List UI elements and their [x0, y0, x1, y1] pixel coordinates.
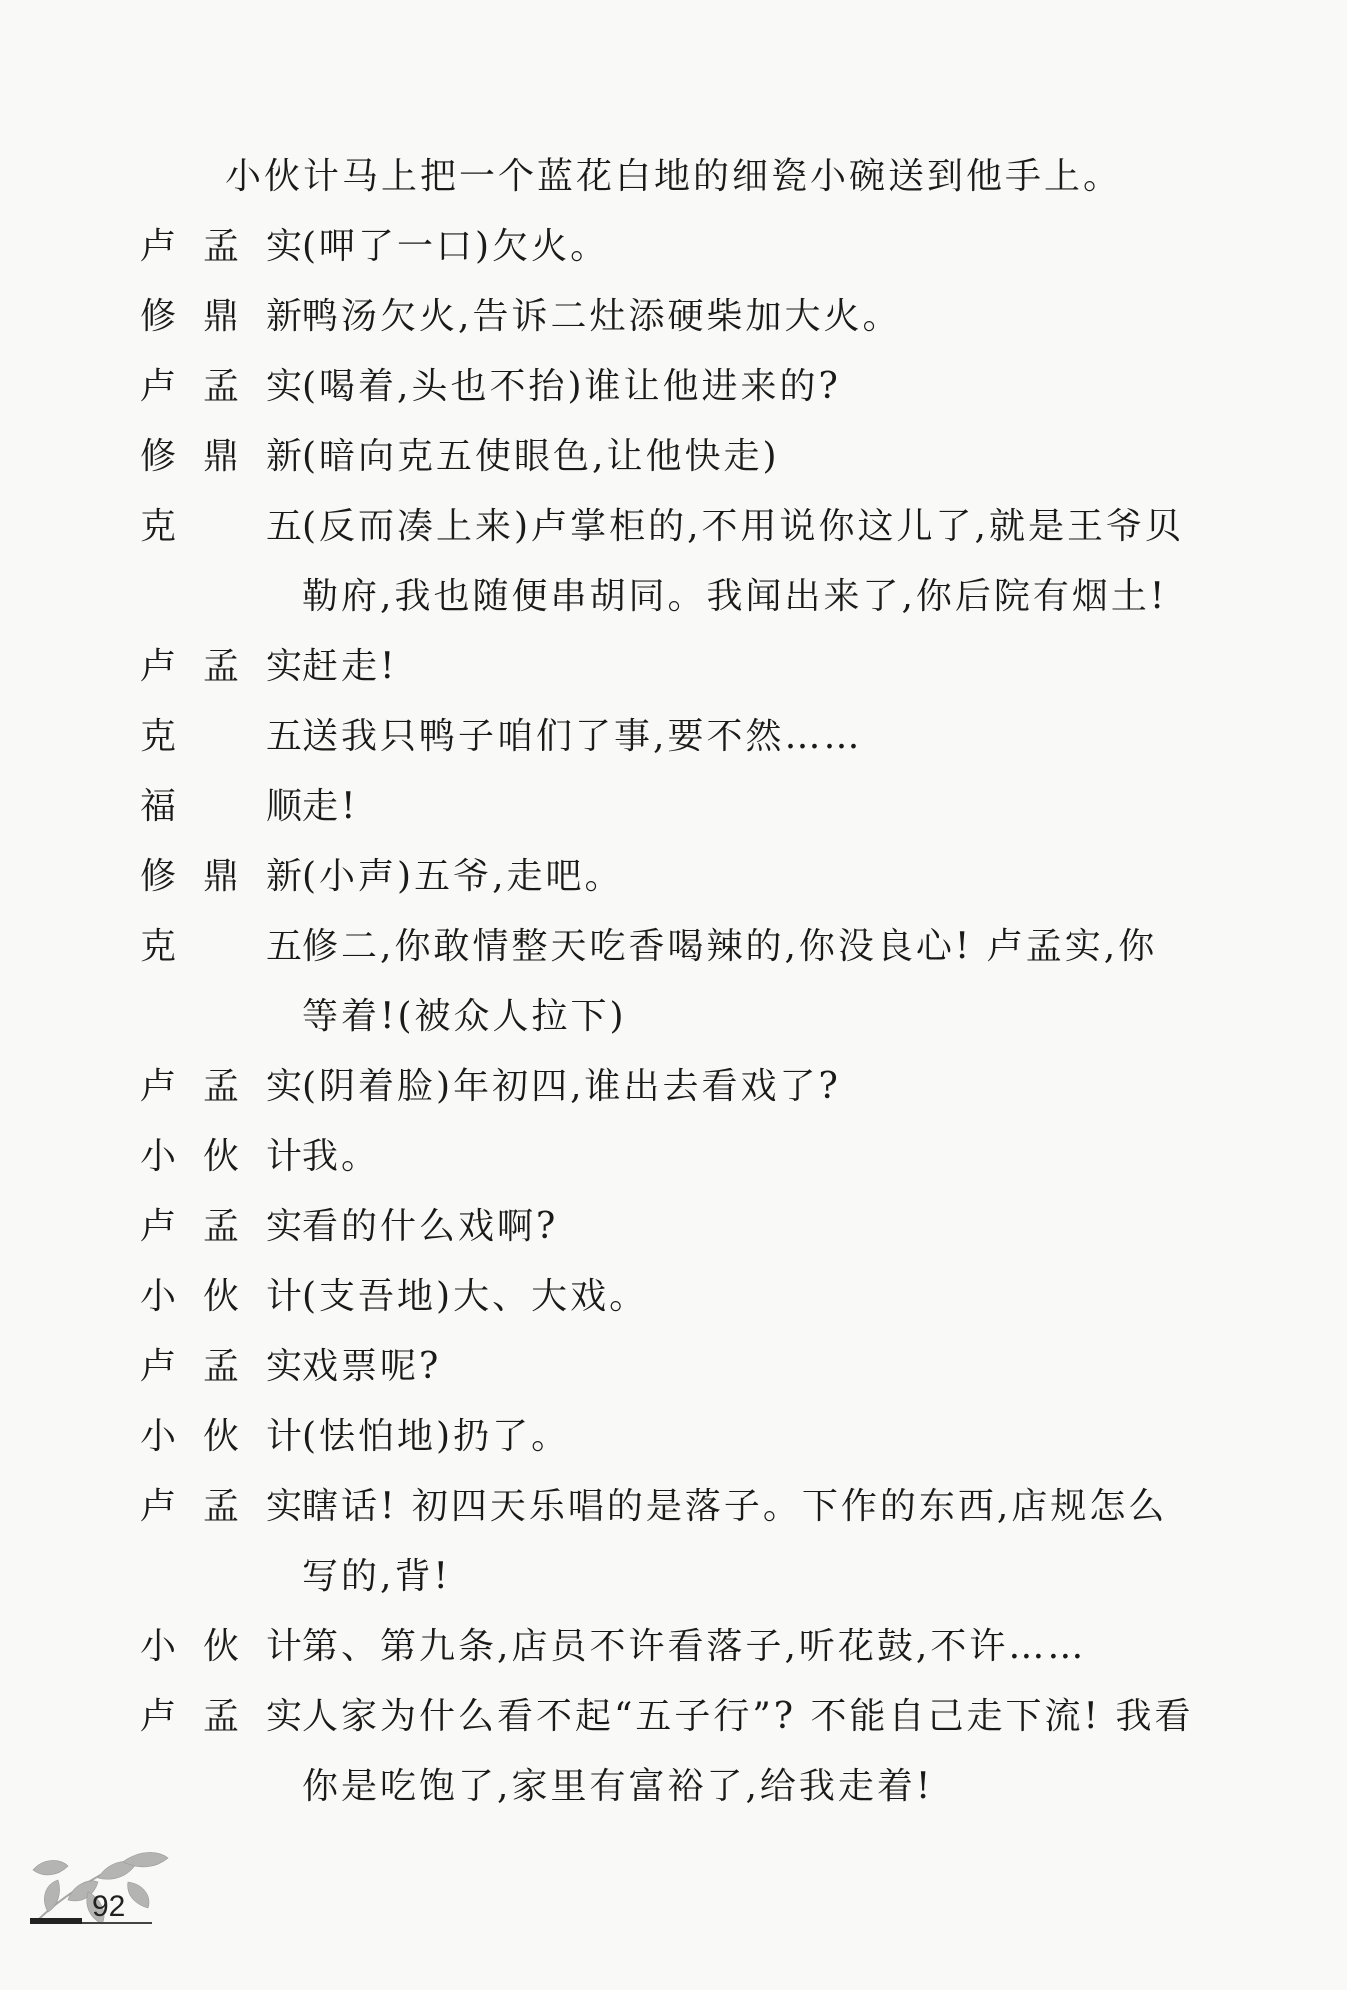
speech-line: 写的,背!	[302, 1556, 451, 1597]
speech-text	[302, 632, 1237, 702]
speaker-name: 小 伙 计	[140, 1136, 302, 1177]
speaker-name: 卢 孟 实	[140, 1696, 302, 1737]
speech-line: (支吾地)大、大戏。	[302, 1276, 649, 1317]
speech-text	[302, 1192, 1237, 1262]
speech-text	[302, 1122, 1237, 1192]
speech-line: 修二,你敢情整天吃香喝辣的,你没良心! 卢孟实,你	[302, 926, 1158, 967]
dialogue-line	[140, 702, 1270, 772]
speech-text	[302, 1052, 1237, 1122]
speaker-name: 克 五	[140, 506, 302, 547]
speaker-name: 修 鼎 新	[140, 436, 302, 477]
dialogue-line	[140, 1332, 1270, 1402]
speech-line: 等着!(被众人拉下)	[302, 996, 627, 1037]
dialogue-line	[140, 212, 1270, 282]
stage-direction: 小伙计马上把一个蓝花白地的细瓷小碗送到他手上。	[225, 156, 1123, 197]
speech-text	[302, 352, 1237, 422]
dialogue-line	[140, 1402, 1270, 1472]
dialogue-line	[140, 1612, 1270, 1682]
speech-line: 第、第九条,店员不许看落子,听花鼓,不许……	[302, 1626, 1087, 1667]
dialogue-line	[140, 1122, 1270, 1192]
speaker-name: 修 鼎 新	[140, 856, 302, 897]
dialogue-line	[140, 1052, 1270, 1122]
speech-text	[302, 1472, 1237, 1612]
dialogue-line	[140, 1472, 1270, 1612]
speaker-name: 卢 孟 实	[140, 1066, 302, 1107]
speaker-name: 小 伙 计	[140, 1416, 302, 1457]
speech-text	[302, 702, 1237, 772]
dialogue-line	[140, 282, 1270, 352]
speech-text	[302, 492, 1237, 632]
speech-line: 戏票呢?	[302, 1346, 442, 1387]
speech-line: 你是吃饱了,家里有富裕了,给我走着!	[302, 1766, 934, 1807]
speech-text	[302, 1332, 1237, 1402]
dialogue-line	[140, 492, 1270, 632]
speech-line: 看的什么戏啊?	[302, 1206, 559, 1247]
speech-line: 送我只鸭子咱们了事,要不然……	[302, 716, 863, 757]
speech-line: (暗向克五使眼色,让他快走)	[302, 436, 780, 477]
speech-line: 瞎话! 初四天乐唱的是落子。下作的东西,店规怎么	[302, 1486, 1168, 1527]
dialogue-line	[140, 1682, 1270, 1822]
speaker-name: 卢 孟 实	[140, 1346, 302, 1387]
speaker-name: 小 伙 计	[140, 1276, 302, 1317]
speech-line: 鸭汤欠火,告诉二灶添硬柴加大火。	[302, 296, 902, 337]
speech-text	[302, 422, 1237, 492]
speaker-name: 克 五	[140, 716, 302, 757]
speech-line: (阴着脸)年初四,谁出去看戏了?	[302, 1066, 841, 1107]
script-body	[140, 142, 1270, 1822]
dialogue-line	[140, 772, 1270, 842]
speech-text	[302, 1402, 1237, 1472]
speaker-name: 修 鼎 新	[140, 296, 302, 337]
speech-line: 赶走!	[302, 646, 398, 687]
speaker-name: 福 顺	[140, 786, 302, 827]
speech-line: 勒府,我也随便串胡同。我闻出来了,你后院有烟土!	[302, 576, 1168, 617]
dialogue-line	[140, 1262, 1270, 1332]
dialogue-lines	[140, 212, 1270, 1822]
speaker-name: 卢 孟 实	[140, 226, 302, 267]
speech-line: (呷了一口)欠火。	[302, 226, 610, 267]
speech-text	[302, 842, 1237, 912]
dialogue-line	[140, 422, 1270, 492]
speaker-name: 卢 孟 实	[140, 366, 302, 407]
page-number: 92	[92, 1890, 126, 1923]
speech-line: 走!	[302, 786, 359, 827]
speech-line: (怯怕地)扔了。	[302, 1416, 571, 1457]
dialogue-line	[140, 912, 1270, 1052]
speech-line: (小声)五爷,走吧。	[302, 856, 624, 897]
speaker-name: 卢 孟 实	[140, 1206, 302, 1247]
speech-text	[302, 212, 1237, 282]
speaker-name: 卢 孟 实	[140, 646, 302, 687]
speech-line: 人家为什么看不起“五子行”? 不能自己走下流! 我看	[302, 1696, 1194, 1737]
speech-line: (喝着,头也不抬)谁让他进来的?	[302, 366, 841, 407]
speaker-name: 卢 孟 实	[140, 1486, 302, 1527]
speech-line: 我。	[302, 1136, 381, 1177]
page-number-bar	[30, 1918, 82, 1924]
speech-text	[302, 1682, 1237, 1822]
dialogue-line	[140, 352, 1270, 422]
speech-text	[302, 1262, 1237, 1332]
dialogue-line	[140, 1192, 1270, 1262]
dialogue-line	[140, 842, 1270, 912]
speech-text	[302, 1612, 1237, 1682]
speaker-name: 小 伙 计	[140, 1626, 302, 1667]
speech-text	[302, 282, 1237, 352]
speech-text	[302, 912, 1237, 1052]
speech-text	[302, 772, 1237, 842]
dialogue-line	[140, 632, 1270, 702]
speaker-name: 克 五	[140, 926, 302, 967]
speech-line: (反而凑上来)卢掌柜的,不用说你这儿了,就是王爷贝	[302, 506, 1184, 547]
